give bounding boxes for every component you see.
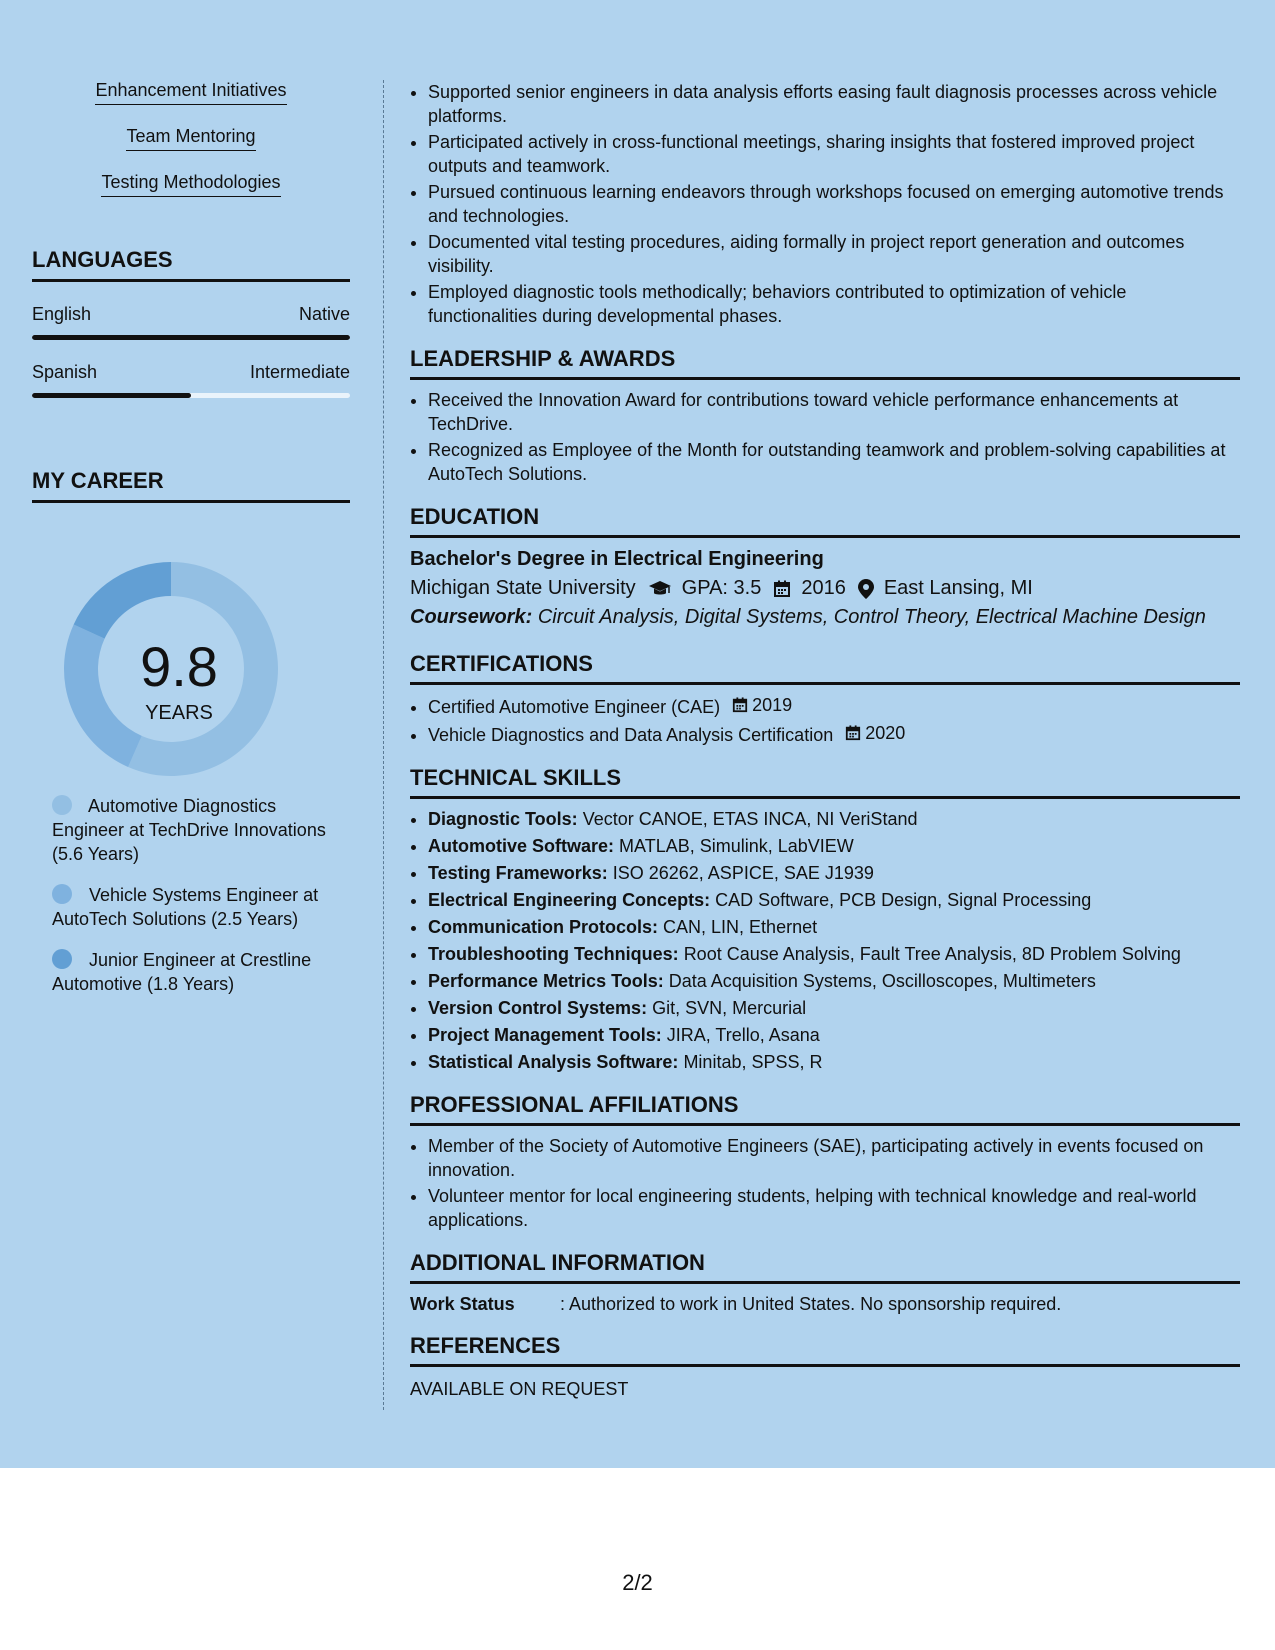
- skills-list: [32, 80, 350, 197]
- skill-item: Enhancement Initiatives: [32, 80, 350, 105]
- coursework-list: Circuit Analysis, Digital Systems, Control Theory, Electrical Machine Design: [537, 606, 1206, 628]
- skill-label: Troubleshooting Techniques:: [428, 944, 679, 964]
- section-heading: PROFESSIONAL AFFILIATIONS: [410, 1092, 1240, 1126]
- list-item: • Vehicle Diagnostics and Data Analysis Certification 2020: [428, 721, 1240, 747]
- skill-label: Testing Frameworks:: [428, 863, 608, 883]
- skill-label: Statistical Analysis Software:: [428, 1052, 679, 1072]
- language-bar: [32, 393, 350, 398]
- skill-label: Version Control Systems:: [428, 998, 648, 1018]
- career-unit: YEARS: [145, 702, 213, 724]
- languages-section: [32, 247, 350, 398]
- list-item: [428, 1023, 1240, 1047]
- school: Michigan State University: [410, 577, 636, 599]
- experience-bullets: [410, 80, 1240, 328]
- calendar-icon: [845, 725, 861, 741]
- leadership-list: [410, 388, 1240, 486]
- career-role: Automotive Diagnostics Engineer at TechDrive Innovations (5.6 Years): [52, 796, 326, 864]
- list-item: • Documented vital testing procedures, aiding formally in project report generation and outcomes visibility.: [428, 230, 1240, 278]
- additional-info-section: [410, 1250, 1240, 1315]
- section-heading: TECHNICAL SKILLS: [410, 765, 1240, 799]
- career-heading: MY CAREER: [32, 468, 350, 503]
- column-divider: [383, 80, 384, 1410]
- location: East Lansing, MI: [883, 577, 1033, 599]
- references-text: AVAILABLE ON REQUEST: [410, 1379, 629, 1399]
- donut-segment: [74, 562, 171, 639]
- gpa: GPA: 3.5: [681, 577, 762, 599]
- language-level: Native: [298, 304, 350, 324]
- skill-label: Project Management Tools:: [428, 1025, 662, 1045]
- list-item: [428, 942, 1240, 966]
- skill-value: CAN, LIN, Ethernet: [663, 917, 818, 937]
- section-heading: ADDITIONAL INFORMATION: [410, 1250, 1240, 1284]
- technical-skills-section: [410, 765, 1240, 1074]
- section-heading: EDUCATION: [410, 504, 1240, 538]
- affiliations-list: [410, 1134, 1240, 1232]
- affiliations-section: [410, 1092, 1240, 1232]
- legend-dot: [52, 884, 72, 904]
- language-item: [32, 304, 350, 340]
- education-details: [410, 577, 1240, 600]
- list-item: [428, 969, 1240, 993]
- education-section: [410, 504, 1240, 629]
- language-name: English: [32, 304, 92, 324]
- list-item: [428, 915, 1240, 939]
- skill-value: CAD Software, PCB Design, Signal Processing: [715, 890, 1092, 910]
- certifications-section: [410, 651, 1240, 747]
- career-role: Vehicle Systems Engineer at AutoTech Solutions (2.5 Years): [52, 885, 319, 929]
- coursework: [410, 606, 1240, 629]
- skill-value: Root Cause Analysis, Fault Tree Analysis, 8D Problem Solving: [683, 944, 1181, 964]
- career-legend: [32, 793, 350, 996]
- list-item: [428, 834, 1240, 858]
- graduation-year: 2016: [801, 577, 846, 599]
- skill-item: Testing Methodologies: [32, 172, 350, 197]
- section-heading: LEADERSHIP & AWARDS: [410, 346, 1240, 380]
- skill-value: Minitab, SPSS, R: [683, 1052, 823, 1072]
- skill-label: Electrical Engineering Concepts:: [428, 890, 711, 910]
- list-item: [428, 888, 1240, 912]
- list-item: [428, 861, 1240, 885]
- skill-value: ISO 26262, ASPICE, SAE J1939: [612, 863, 874, 883]
- section-heading: REFERENCES: [410, 1333, 1240, 1367]
- coursework-label: Coursework:: [410, 606, 533, 628]
- skill-value: JIRA, Trello, Asana: [666, 1025, 820, 1045]
- sidebar: [32, 80, 350, 1012]
- page-number: 2/2: [622, 1570, 653, 1595]
- skill-label: Performance Metrics Tools:: [428, 971, 664, 991]
- list-item: • Supported senior engineers in data analysis efforts easing fault diagnosis processes across vehicle platforms.: [428, 80, 1240, 128]
- list-item: [428, 1050, 1240, 1074]
- list-item: • Member of the Society of Automotive Engineers (SAE), participating actively in events focused on innovation.: [428, 1134, 1240, 1182]
- list-item: • Employed diagnostic tools methodically; behaviors contributed to optimization of vehicle functionalities during developmental phases.: [428, 280, 1240, 328]
- language-bar-fill: [32, 393, 191, 398]
- career-role: Junior Engineer at Crestline Automotive (1.8 Years): [52, 950, 312, 994]
- language-bar-fill: [32, 335, 350, 340]
- language-bar: [32, 335, 350, 340]
- list-item: [428, 996, 1240, 1020]
- list-item: [428, 807, 1240, 831]
- leadership-section: [410, 346, 1240, 486]
- list-item: • Pursued continuous learning endeavors through workshops focused on emerging automotive trends and technologies.: [428, 180, 1240, 228]
- skill-value: Git, SVN, Mercurial: [652, 998, 807, 1018]
- legend-dot: [52, 949, 72, 969]
- references-section: [410, 1333, 1240, 1400]
- career-section: [32, 468, 350, 996]
- technical-skills-list: [410, 807, 1240, 1074]
- skill-value: MATLAB, Simulink, LabVIEW: [619, 836, 854, 856]
- graduation-cap-icon: [648, 580, 672, 598]
- skill-item: Team Mentoring: [32, 126, 350, 151]
- section-heading: CERTIFICATIONS: [410, 651, 1240, 685]
- list-item: • Participated actively in cross-functional meetings, sharing insights that fostered improved project outputs and teamwork.: [428, 130, 1240, 178]
- work-status-label: Work Status: [410, 1294, 515, 1314]
- skill-label: Communication Protocols:: [428, 917, 659, 937]
- list-item: • Received the Innovation Award for contributions toward vehicle performance enhancements at TechDrive.: [428, 388, 1240, 436]
- skill-label: Diagnostic Tools:: [428, 809, 578, 829]
- language-name: Spanish: [32, 362, 98, 382]
- languages-heading: LANGUAGES: [32, 247, 350, 282]
- donut-segment: [64, 625, 142, 767]
- calendar-icon: [773, 580, 791, 598]
- work-status-row: [410, 1294, 1240, 1315]
- career-donut: [32, 503, 350, 783]
- skill-value: Data Acquisition Systems, Oscilloscopes, Multimeters: [668, 971, 1096, 991]
- list-item: • Certified Automotive Engineer (CAE) 2019: [428, 693, 1240, 719]
- legend-dot: [52, 795, 72, 815]
- list-item: • Recognized as Employee of the Month for outstanding teamwork and problem-solving capabilities at AutoTech Solutions.: [428, 438, 1240, 486]
- calendar-icon: [732, 697, 748, 713]
- degree: Bachelor's Degree in Electrical Engineering: [410, 548, 824, 570]
- language-level: Intermediate: [249, 362, 350, 382]
- career-total: 9.8: [140, 635, 218, 698]
- skill-label: Automotive Software:: [428, 836, 615, 856]
- location-pin-icon: [858, 579, 874, 599]
- work-status-value: : Authorized to work in United States. No sponsorship required.: [560, 1294, 1062, 1314]
- certifications-list: [410, 693, 1240, 747]
- list-item: • Volunteer mentor for local engineering students, helping with technical knowledge and real-world applications.: [428, 1184, 1240, 1232]
- main-content: [410, 80, 1240, 1400]
- skill-value: Vector CANOE, ETAS INCA, NI VeriStand: [582, 809, 918, 829]
- career-donut-chart: [32, 503, 350, 783]
- language-item: [32, 362, 350, 398]
